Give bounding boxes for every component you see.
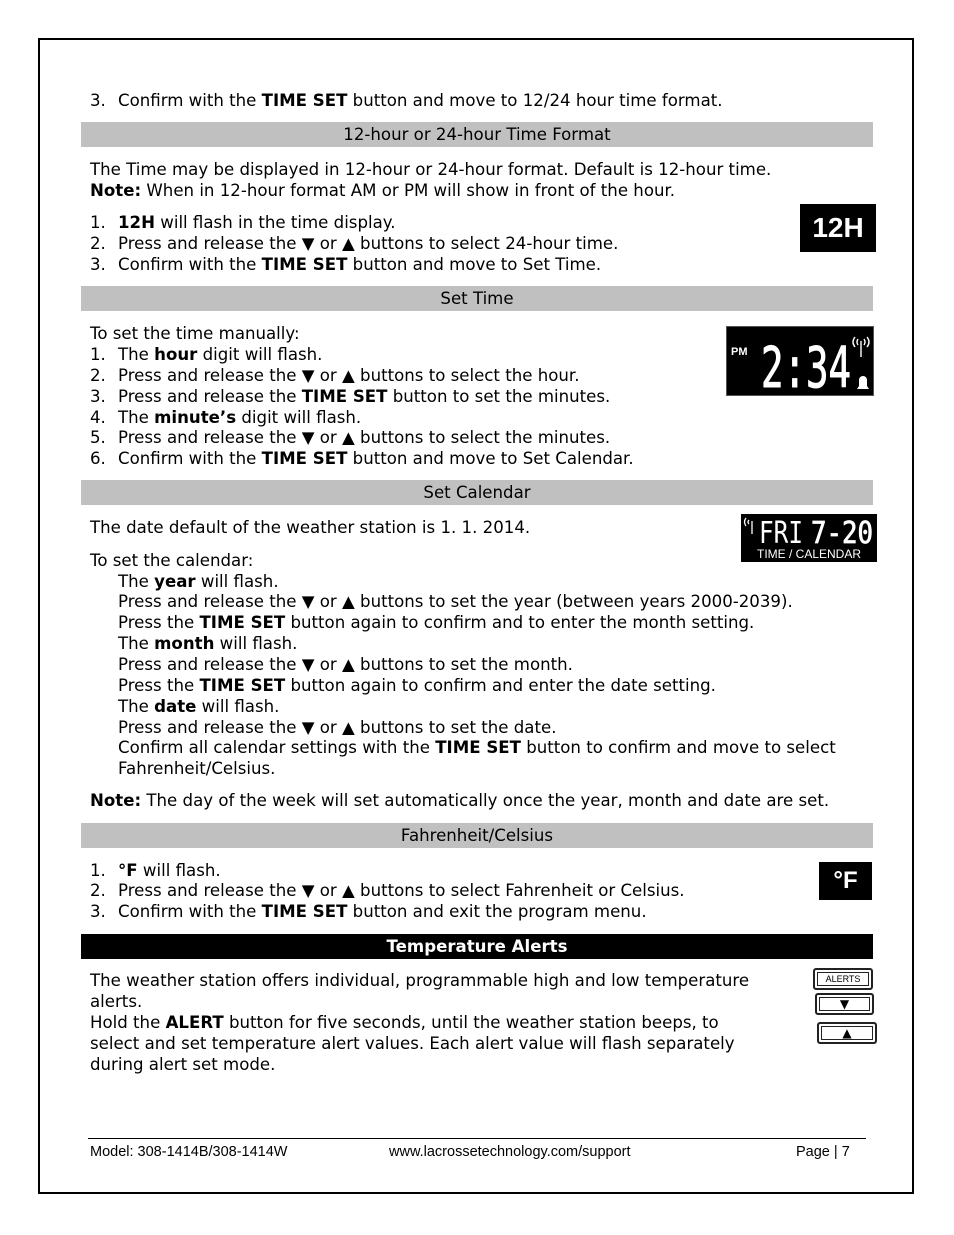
- list-item: Confirm all calendar settings with the TIME SET button to confirm and move to select: [118, 738, 836, 757]
- list-item-number: 1.: [90, 345, 106, 364]
- list-item: Press and release the ▼ or ▲ buttons to select 24-hour time.: [118, 234, 619, 253]
- lcd-day: FRI: [759, 516, 803, 551]
- calendar-lcd-display: [741, 514, 877, 562]
- list-item-number: 2.: [90, 881, 106, 900]
- list-item: Press and release the ▼ or ▲ buttons to select the hour.: [118, 366, 580, 385]
- footer-divider: [88, 1138, 866, 1139]
- list-item: Confirm with the TIME SET button and move to Set Calendar.: [118, 449, 634, 468]
- list-item: Press the TIME SET button again to confirm and enter the date setting.: [118, 676, 716, 695]
- lcd-time: 2:34: [761, 336, 851, 401]
- set-time-intro: To set the time manually:: [90, 324, 300, 343]
- section-header-fahrenheit: Fahrenheit/Celsius: [81, 823, 873, 848]
- list-item: 12H will flash in the time display.: [118, 213, 396, 232]
- list-item: The minute’s digit will flash.: [118, 408, 362, 427]
- signal-icon: [853, 337, 869, 357]
- list-item: The hour digit will flash.: [118, 345, 323, 364]
- list-item: The year will flash.: [118, 572, 279, 591]
- list-item-number: 2.: [90, 366, 106, 385]
- list-item: Confirm with the TIME SET button and exit the program menu.: [118, 902, 647, 921]
- list-item: Press and release the TIME SET button to set the minutes.: [118, 387, 611, 406]
- list-item-number: 3.: [90, 902, 106, 921]
- down-button-illustration: ▼: [815, 993, 874, 1015]
- list-item-number: 1.: [90, 861, 106, 880]
- 12h-display-badge: 12H: [800, 204, 876, 252]
- list-item-number: 6.: [90, 449, 106, 468]
- list-item: °F will flash.: [118, 861, 221, 880]
- list-item-number: 1.: [90, 213, 106, 232]
- fahrenheit-badge: °F: [819, 862, 872, 900]
- alerts-text-line: alerts.: [90, 992, 143, 1011]
- footer-page-number: Page | 7: [796, 1144, 850, 1160]
- calendar-subintro: To set the calendar:: [90, 551, 254, 570]
- time-format-intro: The Time may be displayed in 12-hour or 24-hour format. Default is 12-hour time.: [90, 160, 772, 179]
- section-header-temperature-alerts: Temperature Alerts: [81, 934, 873, 959]
- list-item-number: 4.: [90, 408, 106, 427]
- up-button-illustration: ▲: [817, 1022, 877, 1044]
- alerts-text-line: select and set temperature alert values. Each alert value will flash separately: [90, 1034, 735, 1053]
- alerts-text-line: Hold the ALERT button for five seconds, until the weather station beeps, to: [90, 1013, 719, 1032]
- list-item: Press and release the ▼ or ▲ buttons to select Fahrenheit or Celsius.: [118, 881, 685, 900]
- footer-url: www.lacrossetechnology.com/support: [389, 1144, 631, 1160]
- list-item: The date will flash.: [118, 697, 280, 716]
- alerts-text-line: The weather station offers individual, programmable high and low temperature: [90, 971, 750, 990]
- section-header-time-format: 12-hour or 24-hour Time Format: [81, 122, 873, 147]
- list-item-number: 5.: [90, 428, 106, 447]
- list-item-number: 3.: [90, 387, 106, 406]
- alerts-button-illustration: ALERTS: [813, 968, 873, 990]
- lcd-date: 7-20: [811, 516, 873, 551]
- top-step-number: 3.: [90, 91, 106, 110]
- list-item-number: 2.: [90, 234, 106, 253]
- list-item: Confirm with the TIME SET button and move to Set Time.: [118, 255, 602, 274]
- lcd-caption: TIME / CALENDAR: [757, 547, 862, 561]
- list-item: Press and release the ▼ or ▲ buttons to select the minutes.: [118, 428, 611, 447]
- list-item: The month will flash.: [118, 634, 298, 653]
- time-format-note: Note: When in 12-hour format AM or PM will show in front of the hour.: [90, 181, 676, 200]
- list-item: Press and release the ▼ or ▲ buttons to set the month.: [118, 655, 573, 674]
- lcd-ampm: PM: [731, 346, 748, 358]
- list-item: Press and release the ▼ or ▲ buttons to set the date.: [118, 718, 557, 737]
- alarm-bell-icon: [857, 376, 869, 389]
- signal-icon: [745, 518, 753, 534]
- list-item: Press the TIME SET button again to confirm and to enter the month setting.: [118, 613, 755, 632]
- calendar-note: Note: The day of the week will set automatically once the year, month and date are set.: [90, 791, 830, 810]
- alerts-text-line: during alert set mode.: [90, 1055, 276, 1074]
- top-step-text: Confirm with the TIME SET button and move to 12/24 hour time format.: [118, 91, 723, 110]
- list-item: Press and release the ▼ or ▲ buttons to set the year (between years 2000-2039).: [118, 592, 793, 611]
- time-lcd-display: [726, 326, 874, 401]
- section-header-set-time: Set Time: [81, 286, 873, 311]
- footer-model: Model: 308-1414B/308-1414W: [90, 1144, 288, 1160]
- calendar-intro: The date default of the weather station is 1. 1. 2014.: [90, 518, 531, 537]
- list-item-number: 3.: [90, 255, 106, 274]
- list-item: Fahrenheit/Celsius.: [118, 759, 276, 778]
- section-header-set-calendar: Set Calendar: [81, 480, 873, 505]
